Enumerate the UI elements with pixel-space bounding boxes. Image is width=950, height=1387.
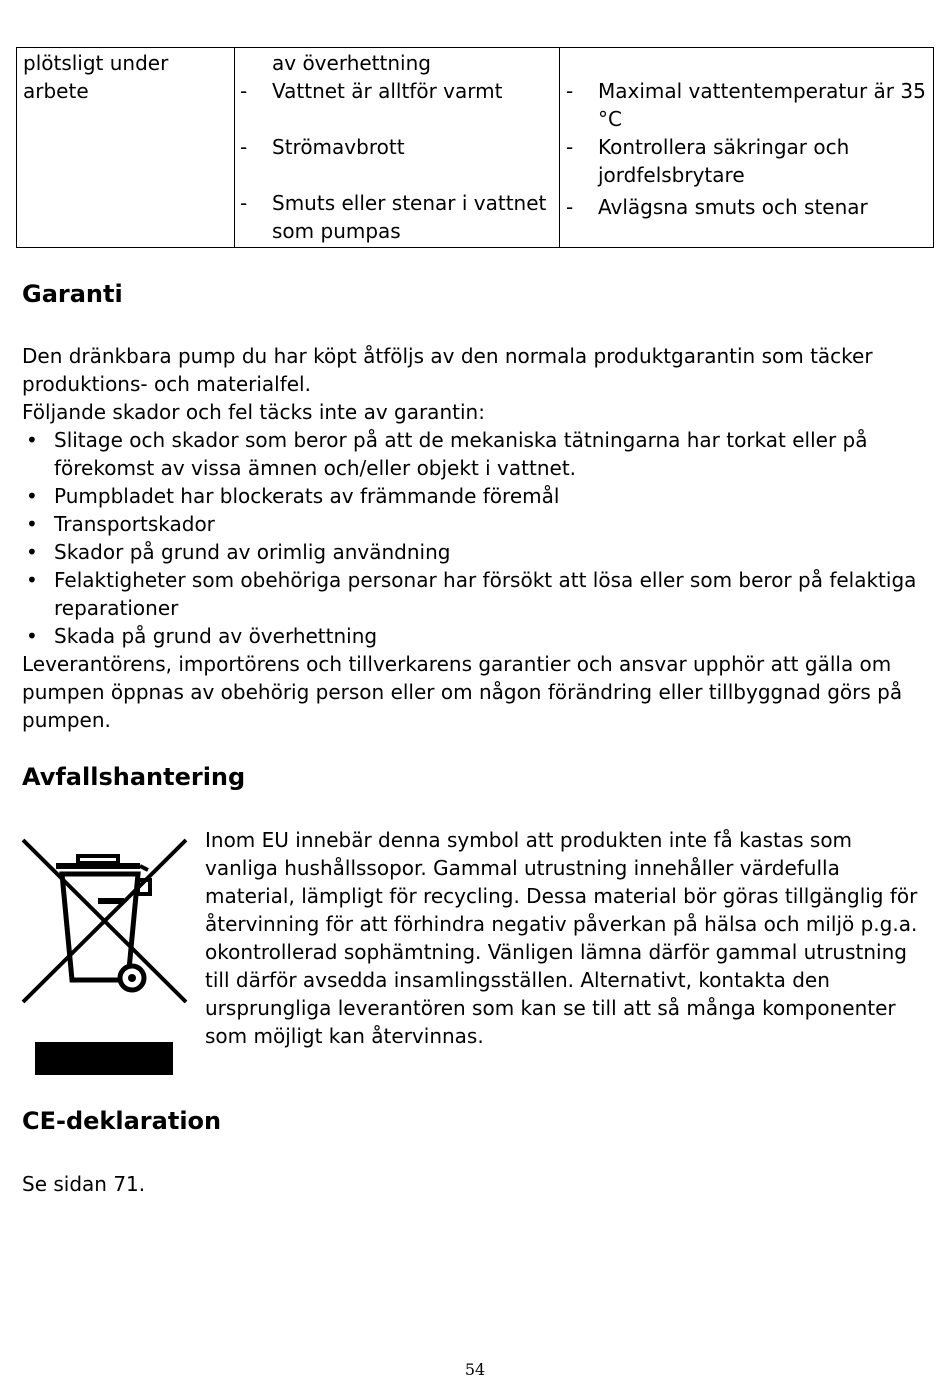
garanti-exclusions-intro: Följande skador och fel täcks inte av garantin:	[22, 400, 485, 424]
problem-cell	[17, 48, 235, 248]
remedy-cell	[560, 48, 934, 248]
list-item: • Skador på grund av orimlig användning	[26, 540, 451, 564]
weee-crossed-bin-icon	[20, 836, 192, 1080]
list-item: • Pumpbladet har blockerats av främmande föremål	[26, 484, 560, 508]
table-row	[17, 48, 934, 248]
ce-heading: CE-deklaration	[22, 1107, 222, 1135]
cause-continuation: av överhettning	[272, 51, 431, 75]
garanti-heading: Garanti	[22, 280, 123, 308]
avfall-heading: Avfallshantering	[22, 763, 246, 791]
remedy-item: - Maximal vattentemperatur är 35 °C	[566, 79, 926, 131]
cause-cell	[235, 48, 560, 248]
ce-text: Se sidan 71.	[22, 1172, 146, 1196]
garanti-closing: Leverantörens, importörens och tillverkarens garantier och ansvar upphör att gälla om pumpen öppnas av obehörig person eller om någon förändring eller tillbyggnad görs på pumpen.	[22, 652, 903, 732]
garanti-section	[22, 342, 932, 734]
list-item: • Felaktigheter som obehöriga personar har försökt att lösa eller som beror på felaktiga reparationer	[26, 568, 917, 620]
page-number: 54	[464, 1360, 486, 1379]
troubleshooting-table	[16, 47, 934, 248]
cause-item: - Smuts eller stenar i vattnet som pumpas	[240, 191, 547, 243]
garanti-intro: Den dränkbara pump du har köpt åtföljs av den normala produktgarantin som täcker produktions- och materialfel.	[22, 344, 873, 396]
list-item: • Skada på grund av överhettning	[26, 624, 378, 648]
remedy-item: - Avlägsna smuts och stenar	[566, 195, 868, 219]
remedy-item: - Kontrollera säkringar och jordfelsbrytare	[566, 135, 850, 187]
garanti-exclusions-list	[22, 426, 932, 650]
problem-line: plötsligt under	[23, 51, 169, 75]
problem-line: arbete	[23, 79, 89, 103]
list-item: • Transportskador	[26, 512, 215, 536]
cause-item: - Vattnet är alltför varmt	[240, 79, 503, 103]
avfall-text: Inom EU innebär denna symbol att produkten inte få kastas som vanliga hushållssopor. Gammal utrustning innehåller värdefulla material, lämpligt för recycling. Dessa material bör göras tillgänglig för återvinning för att förhindra negativ påverkan på hälsa och miljö p.g.a. okontrollerad sophämtning. Vänligen lämna därför gammal utrustning till därför avsedda insamlingsställen. Alternativt, kontakta den ursprungliga leverantören som kan se till att så många komponenter som möjligt kan återvinnas.	[205, 828, 918, 1048]
cause-item: - Strömavbrott	[240, 135, 405, 159]
list-item: • Slitage och skador som beror på att de mekaniska tätningarna har torkat eller på förekomst av vissa ämnen och/eller objekt i vattnet.	[26, 428, 868, 480]
